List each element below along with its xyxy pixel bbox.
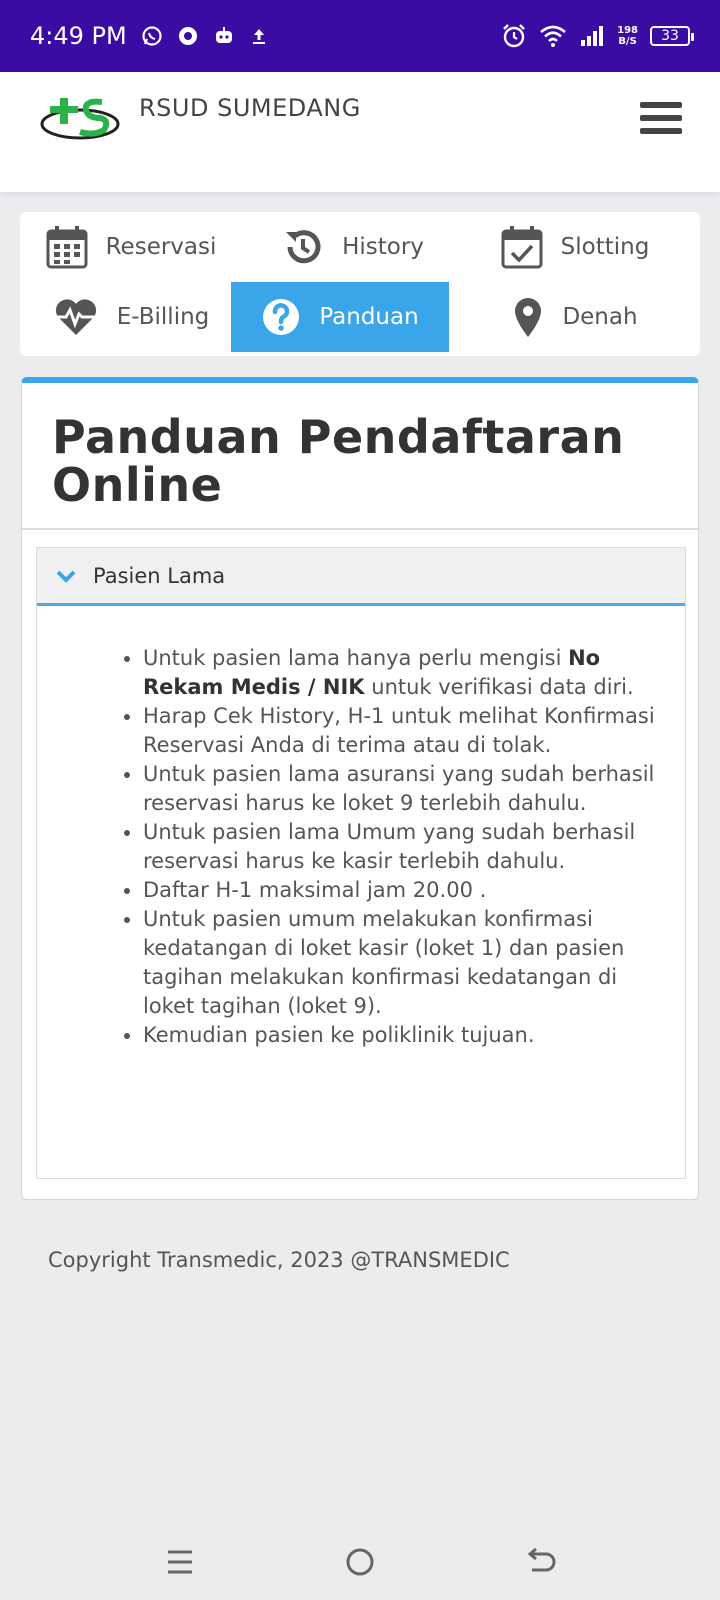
copyright-footer: Copyright Transmedic, 2023 @TRANSMEDIC	[48, 1248, 510, 1272]
accordion-body	[37, 606, 685, 1050]
status-bar	[0, 0, 720, 72]
status-time: 4:49 PM	[30, 22, 127, 50]
item-text: untuk verifikasi data diri.	[364, 675, 634, 699]
circle-app-icon	[177, 25, 199, 47]
signal-icon	[579, 24, 605, 48]
item-text: Harap Cek History, H-1 untuk melihat Konfirmasi Reservasi Anda di terima atau di tolak.	[143, 704, 655, 757]
question-circle-icon	[261, 297, 301, 337]
speed-unit: B/S	[618, 36, 637, 47]
whatsapp-icon	[141, 25, 163, 47]
nav-item-reservasi[interactable]	[20, 212, 242, 282]
app-header	[0, 72, 720, 192]
rs-logo-icon	[40, 96, 120, 142]
item-text: Untuk pasien lama hanya perlu mengisi	[143, 646, 569, 670]
nav-item-history[interactable]	[242, 212, 464, 282]
guide-list	[123, 644, 665, 1050]
nav-label-history: History	[342, 234, 424, 260]
recent-apps-icon[interactable]	[160, 1542, 200, 1582]
item-text: Untuk pasien umum melakukan konfirmasi kedatangan di loket kasir (loket 1) dan pasien tagihan melakukan konfirmasi kedatangan di loket tagihan (loket 9).	[143, 907, 625, 1018]
nav-label-e-billing: E-Billing	[116, 304, 210, 330]
accordion-header-label: Pasien Lama	[93, 563, 226, 588]
nav-menu	[20, 212, 700, 356]
item-bold-text: No Rekam Medis / NIK	[143, 646, 601, 699]
nav-item-denah[interactable]	[464, 282, 686, 352]
accordion-panel	[36, 547, 686, 1179]
history-icon	[282, 226, 324, 268]
network-speed	[617, 25, 638, 47]
alarm-icon	[501, 23, 527, 49]
item-text: Untuk pasien lama Umum yang sudah berhasil reservasi harus ke kasir terlebih dahulu.	[143, 820, 636, 873]
speed-value: 198	[617, 25, 638, 36]
home-icon[interactable]	[340, 1542, 380, 1582]
hamburger-icon[interactable]	[640, 102, 682, 138]
nav-item-panduan[interactable]	[231, 282, 449, 352]
item-text: Untuk pasien lama asuransi yang sudah berhasil reservasi harus ke loket 9 terlebih dahulu.	[143, 762, 655, 815]
back-icon[interactable]	[520, 1542, 560, 1582]
nav-label-denah: Denah	[562, 304, 638, 330]
list-item	[143, 876, 665, 905]
map-pin-icon	[512, 296, 544, 338]
list-item	[143, 760, 665, 818]
page-title-line1: Panduan Pendaftaran	[52, 410, 625, 464]
title-divider	[22, 528, 698, 530]
page-title-line2: Online	[52, 458, 223, 512]
nav-item-slotting[interactable]	[464, 212, 686, 282]
nav-label-panduan: Panduan	[319, 304, 419, 330]
upload-icon	[249, 26, 269, 46]
list-item	[143, 1021, 665, 1050]
list-item	[143, 702, 665, 760]
item-text: Kemudian pasien ke poliklinik tujuan.	[143, 1023, 535, 1047]
accordion-header-pasien-lama[interactable]	[37, 548, 685, 606]
nav-label-slotting: Slotting	[560, 234, 650, 260]
system-nav-bar	[0, 1520, 720, 1600]
battery-icon	[650, 26, 690, 46]
page-title	[52, 410, 672, 512]
item-text: Daftar H-1 maksimal jam 20.00 .	[143, 878, 487, 902]
brand-name: RSUD SUMEDANG	[139, 94, 361, 122]
list-item	[143, 905, 665, 1021]
list-item	[143, 644, 665, 702]
robot-icon	[213, 25, 235, 47]
guide-card	[21, 377, 699, 1200]
chevron-down-icon	[55, 569, 77, 583]
calendar-icon	[46, 225, 88, 269]
wifi-icon	[539, 24, 567, 48]
nav-item-e-billing[interactable]	[20, 282, 242, 352]
calendar-check-icon	[501, 225, 543, 269]
nav-label-reservasi: Reservasi	[105, 234, 217, 260]
heartbeat-icon	[53, 297, 99, 337]
list-item	[143, 818, 665, 876]
battery-level: 33	[661, 28, 679, 44]
